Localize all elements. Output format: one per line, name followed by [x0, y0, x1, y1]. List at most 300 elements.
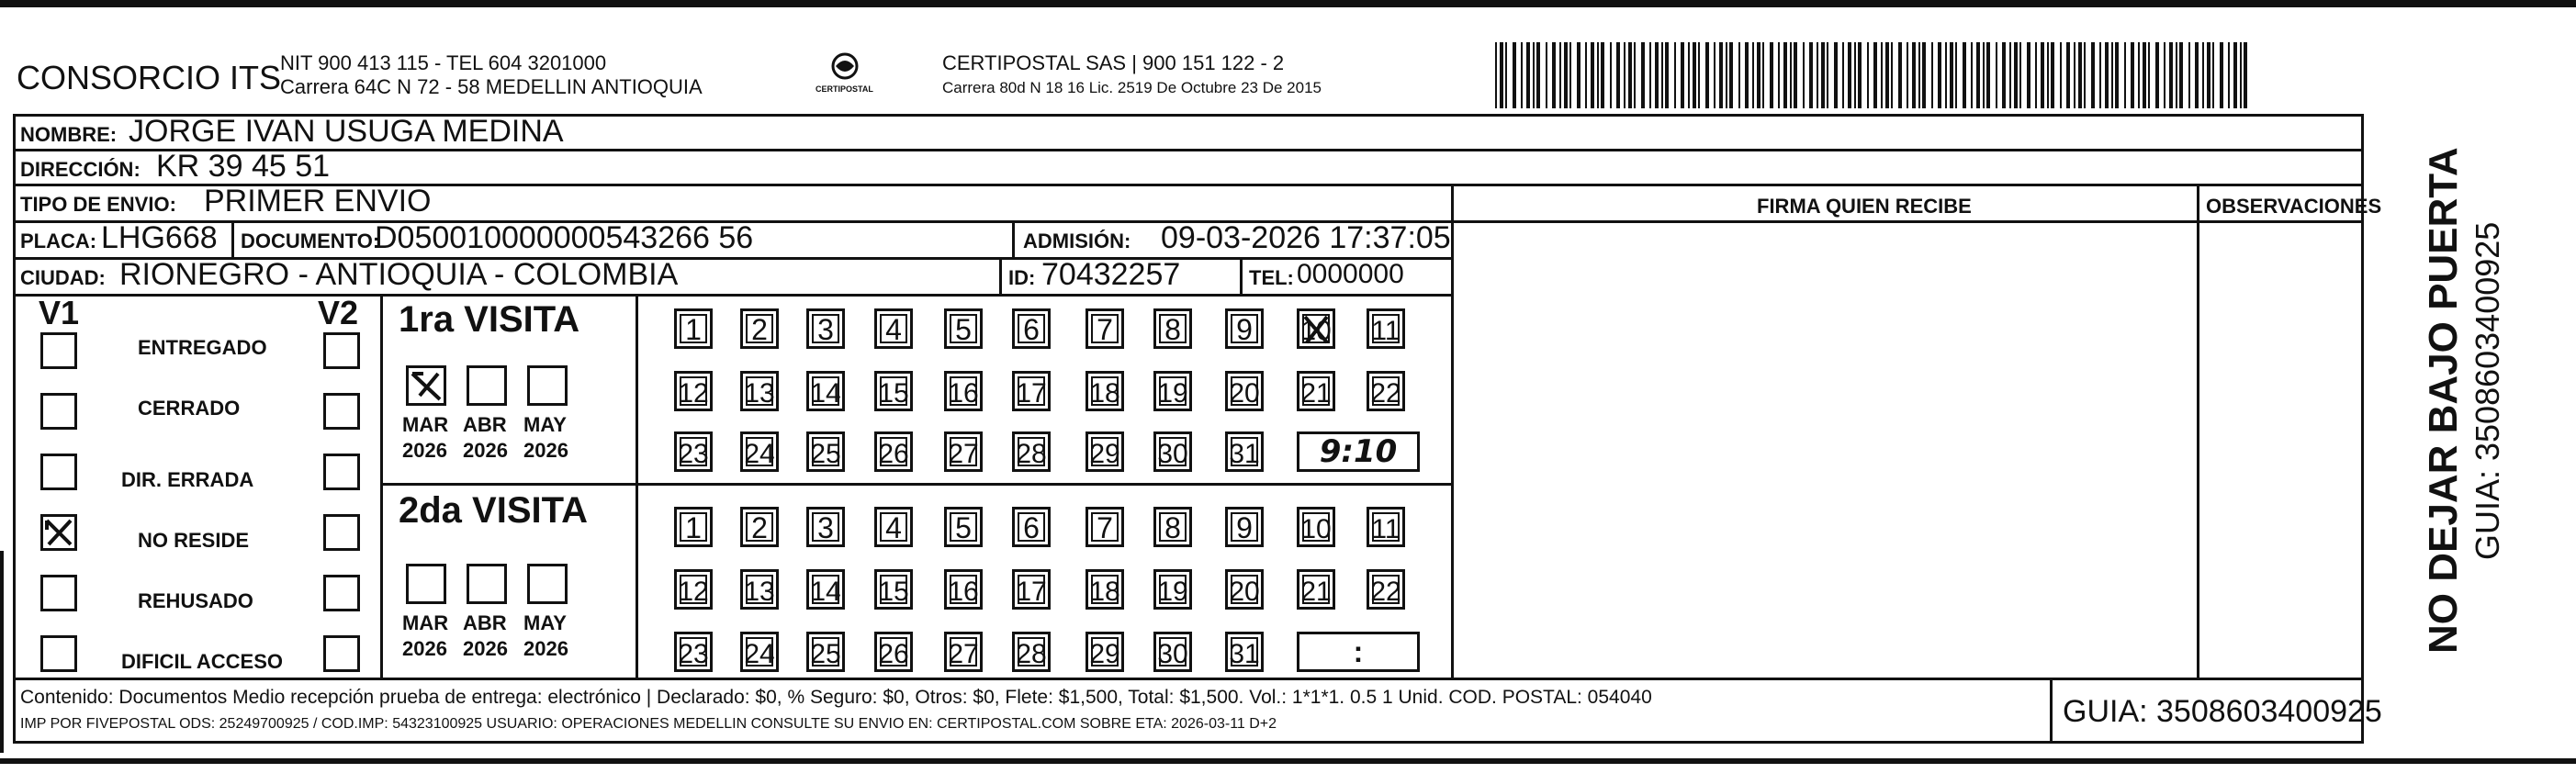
day-number: 26 [878, 639, 909, 669]
barcode-bar [1610, 42, 1612, 108]
day-number: 31 [1229, 639, 1260, 669]
checkmark-x-icon [43, 517, 74, 548]
day-box[interactable] [1153, 569, 1192, 610]
barcode-bar [1552, 42, 1556, 108]
day-box[interactable] [806, 632, 845, 672]
barcode-bar [1963, 42, 1966, 108]
day-box[interactable] [1153, 431, 1192, 472]
row-divider [13, 294, 1453, 297]
barcode-bar [1655, 42, 1659, 108]
day-number: 31 [1229, 439, 1260, 469]
barcode-bar [2066, 42, 2070, 108]
day-box[interactable] [944, 431, 983, 472]
visit-divider [382, 483, 1453, 486]
direccion-label: DIRECCIÓN: [20, 158, 141, 181]
day-number: 24 [744, 439, 775, 469]
v2-checkbox[interactable] [323, 454, 360, 490]
time-box[interactable] [1297, 632, 1420, 672]
day-number: 2 [751, 313, 768, 346]
barcode-bar [1569, 42, 1571, 108]
day-number: 16 [948, 378, 979, 409]
day-number: 7 [1097, 313, 1113, 346]
day-box[interactable] [1225, 632, 1264, 672]
day-box[interactable] [1012, 507, 1051, 547]
barcode-bar [1624, 42, 1625, 108]
barcode-bar [1938, 42, 1941, 108]
day-box[interactable] [1086, 507, 1124, 547]
tipo-value: PRIMER ENVIO [204, 184, 432, 218]
footer-guia: GUIA: 3508603400925 [2063, 694, 2382, 729]
barcode-bar [1681, 42, 1684, 108]
barcode-bar [1950, 42, 1953, 108]
id-label: ID: [1008, 266, 1036, 289]
v2-checkbox[interactable] [323, 575, 360, 611]
month-checkbox[interactable] [406, 365, 446, 406]
admision-value: 09-03-2026 17:37:05 [1161, 220, 1451, 255]
tel-value: 0000000 [1297, 259, 1404, 289]
barcode-bar [2099, 42, 2101, 108]
cell-divider [1012, 220, 1015, 257]
barcode-bar [1577, 42, 1580, 108]
ciudad-label: CIUDAD: [20, 266, 106, 289]
firma-header: FIRMA QUIEN RECIBE [1757, 195, 1972, 218]
day-number: 27 [948, 439, 979, 469]
barcode-bar [1500, 42, 1503, 108]
top-scan-edge [0, 0, 2576, 7]
day-box[interactable] [1367, 371, 1405, 411]
day-box[interactable] [944, 371, 983, 411]
barcode-bar [2047, 42, 2049, 108]
barcode-bar [1867, 42, 1869, 108]
day-number: 18 [1089, 378, 1120, 409]
day-box[interactable] [674, 308, 713, 349]
barcode-bar [1674, 42, 1676, 108]
v2-checkbox[interactable] [323, 514, 360, 551]
month-checkbox[interactable] [527, 365, 568, 406]
day-box[interactable] [1153, 371, 1192, 411]
day-box[interactable] [1086, 632, 1124, 672]
day-box[interactable] [674, 431, 713, 472]
barcode-bar [2188, 42, 2190, 108]
barcode-bar [1783, 42, 1787, 108]
day-box[interactable] [1225, 308, 1264, 349]
day-number: 8 [1164, 511, 1181, 544]
day-number: 12 [678, 378, 709, 409]
barcode-bar [2002, 42, 2006, 108]
barcode-bar [1665, 42, 1669, 108]
barcode-bar [1495, 42, 1497, 108]
day-box[interactable] [806, 507, 845, 547]
barcode-bar [1533, 42, 1535, 108]
day-box[interactable] [1012, 431, 1051, 472]
barcode-bar [1628, 42, 1632, 108]
barcode-bar [1770, 42, 1773, 108]
barcode-bar [2051, 42, 2054, 108]
day-box[interactable] [944, 308, 983, 349]
barcode-bar [2176, 42, 2177, 108]
barcode-bar [1996, 42, 1997, 108]
barcode-bar [2155, 42, 2159, 108]
day-number: 19 [1157, 577, 1188, 607]
day-number: 6 [1023, 511, 1040, 544]
day-number: 16 [948, 577, 979, 607]
month-checkbox[interactable] [467, 365, 507, 406]
time-value: : [1353, 635, 1364, 668]
barcode-bar [1762, 42, 1764, 108]
placa-label: PLACA: [20, 230, 97, 252]
barcode-bar [2009, 42, 2011, 108]
day-number: 10 [1300, 316, 1332, 346]
day-box[interactable] [740, 507, 779, 547]
day-number: 12 [678, 577, 709, 607]
barcode-bar [1591, 42, 1594, 108]
day-number: 21 [1300, 378, 1332, 409]
barcode-bar [2228, 42, 2230, 108]
nombre-value: JORGE IVAN USUGA MEDINA [129, 114, 564, 149]
left-scan-edge [0, 551, 4, 753]
day-number: 14 [810, 577, 841, 607]
day-number: 3 [817, 511, 834, 544]
day-box[interactable] [874, 431, 913, 472]
barcode-bar [2131, 42, 2134, 108]
barcode-bar [1585, 42, 1587, 108]
day-box[interactable] [1086, 431, 1124, 472]
day-number: 2 [751, 511, 768, 544]
day-number: 21 [1300, 577, 1332, 607]
day-number: 8 [1164, 313, 1181, 346]
day-number: 25 [810, 439, 841, 469]
day-number: 30 [1157, 639, 1188, 669]
year-label: 2026 [523, 439, 568, 462]
barcode-bar [1986, 42, 1990, 108]
barcode-bar [1546, 42, 1547, 108]
month-label: MAY [523, 413, 567, 436]
barcode-bar [1809, 42, 1813, 108]
day-box[interactable] [1153, 308, 1192, 349]
day-box[interactable] [806, 308, 845, 349]
day-box[interactable] [874, 569, 913, 610]
month-checkbox[interactable] [467, 564, 507, 604]
status-label: NO RESIDE [138, 529, 250, 552]
barcode-bar [1693, 42, 1696, 108]
day-number: 11 [1371, 514, 1400, 544]
footer-contenido: Contenido: Documentos Medio recepción prueba de entrega: electrónico | Declarado: $0, % Seguro: $0, Otros: $0, Flete: $1,500, Total: $1,500. Vol.: 1*1*1. 0.5 1 Unid. COD. POSTAL: 054040 [20, 687, 1652, 708]
barcode-bar [2179, 42, 2183, 108]
v1-label: V1 [39, 294, 80, 331]
day-number: 14 [810, 378, 841, 409]
v2-label: V2 [318, 294, 359, 331]
admision-label: ADMISIÓN: [1023, 230, 1131, 252]
day-number: 29 [1089, 439, 1120, 469]
day-number: 28 [1016, 639, 1047, 669]
day-box[interactable] [1225, 431, 1264, 472]
barcode-bar [1907, 42, 1908, 108]
barcode-bar [1729, 42, 1733, 108]
month-checkbox[interactable] [527, 564, 568, 604]
day-number: 5 [955, 313, 972, 346]
v1-checkbox[interactable] [40, 332, 77, 369]
barcode-bar [1698, 42, 1700, 108]
day-box[interactable] [1297, 507, 1335, 547]
barcode-bar [1616, 42, 1620, 108]
barcode-bar [1898, 42, 1902, 108]
month-checkbox[interactable] [406, 564, 446, 604]
cell-divider [999, 257, 1002, 294]
barcode-bar [1778, 42, 1780, 108]
status-divider [380, 294, 383, 678]
barcode-bar [1817, 42, 1818, 108]
barcode-bar [1918, 42, 1920, 108]
day-box[interactable] [740, 569, 779, 610]
day-number: 3 [817, 313, 834, 346]
day-box[interactable] [674, 371, 713, 411]
barcode-bar [1688, 42, 1690, 108]
license-line: Carrera 80d N 18 16 Lic. 2519 De Octubre 23 De 2015 [942, 79, 1322, 96]
barcode-bar [1705, 42, 1709, 108]
barcode-bar [1726, 42, 1727, 108]
side-guia: GUIA: 3508603400925 [2469, 221, 2506, 560]
barcode-bar [1790, 42, 1792, 108]
day-number: 17 [1016, 378, 1047, 409]
day-number: 25 [810, 639, 841, 669]
day-number: 15 [878, 577, 909, 607]
barcode-bar [1891, 42, 1893, 108]
barcode-bar [1983, 42, 1985, 108]
barcode-bar [2060, 42, 2062, 108]
id-value: 70432257 [1041, 257, 1181, 292]
day-box[interactable] [1012, 632, 1051, 672]
day-number: 20 [1229, 577, 1260, 607]
day-box[interactable] [1012, 308, 1051, 349]
documento-value: D050010000000543266 56 [375, 220, 754, 255]
day-box[interactable] [806, 431, 845, 472]
nombre-label: NOMBRE: [20, 123, 118, 146]
barcode-bar [1976, 42, 1980, 108]
day-box[interactable] [740, 632, 779, 672]
day-number: 1 [685, 313, 702, 346]
month-label: MAY [523, 611, 567, 634]
day-box[interactable] [874, 507, 913, 547]
ciudad-value: RIONEGRO - ANTIOQUIA - COLOMBIA [119, 257, 679, 292]
barcode-bar [2207, 42, 2210, 108]
barcode-bar [2164, 42, 2165, 108]
barcode-bar [1858, 42, 1862, 108]
barcode-bar [1505, 42, 1507, 108]
day-box[interactable] [1153, 507, 1192, 547]
barcode-bar [2105, 42, 2109, 108]
v1-checkbox[interactable] [40, 635, 77, 672]
day-box[interactable] [674, 569, 713, 610]
barcode-bar [2035, 42, 2037, 108]
day-box[interactable] [944, 569, 983, 610]
logo-text: CERTIPOSTAL [816, 84, 873, 94]
day-number: 20 [1229, 378, 1260, 409]
day-number: 15 [878, 378, 909, 409]
barcode-bar [1526, 42, 1530, 108]
observaciones-header: OBSERVACIONES [2206, 195, 2382, 218]
day-number: 26 [878, 439, 909, 469]
day-number: 10 [1300, 514, 1332, 544]
barcode-bar [2084, 42, 2086, 108]
barcode-bar [1834, 42, 1838, 108]
day-box[interactable] [740, 308, 779, 349]
day-box[interactable] [1225, 507, 1264, 547]
day-number: 17 [1016, 577, 1047, 607]
barcode-bar [1661, 42, 1663, 108]
barcode-bar [2111, 42, 2113, 108]
day-number: 18 [1089, 577, 1120, 607]
nit-line: NIT 900 413 115 - TEL 604 3201000 [280, 51, 607, 74]
day-number: 28 [1016, 439, 1047, 469]
year-label: 2026 [402, 637, 447, 660]
v2-checkbox[interactable] [323, 393, 360, 430]
day-box[interactable] [1367, 308, 1405, 349]
barcode-bar [2202, 42, 2204, 108]
barcode-bar [1752, 42, 1754, 108]
day-number: 30 [1157, 439, 1188, 469]
cell-divider [1240, 257, 1243, 294]
day-box[interactable] [674, 507, 713, 547]
day-box[interactable] [944, 632, 983, 672]
day-number: 27 [948, 639, 979, 669]
day-number: 13 [744, 577, 775, 607]
barcode-bar [1597, 42, 1599, 108]
barcode-bar [2138, 42, 2140, 108]
day-box[interactable] [1297, 569, 1335, 610]
barcode-bar [2244, 42, 2247, 108]
barcode-bar [2041, 42, 2044, 108]
v1-checkbox[interactable] [40, 575, 77, 611]
barcode-bar [1848, 42, 1851, 108]
day-box[interactable] [1086, 308, 1124, 349]
day-box[interactable] [1225, 569, 1264, 610]
day-box[interactable] [1012, 371, 1051, 411]
barcode-bar [2019, 42, 2021, 108]
day-box[interactable] [674, 632, 713, 672]
day-box[interactable] [1012, 569, 1051, 610]
barcode-bar [2078, 42, 2082, 108]
day-box[interactable] [1086, 569, 1124, 610]
month-label: MAR [402, 413, 449, 436]
time-box[interactable] [1297, 431, 1420, 472]
v1-checkbox[interactable] [40, 393, 77, 430]
direccion-value: KR 39 45 51 [156, 149, 331, 184]
day-number: 29 [1089, 639, 1120, 669]
barcode [1495, 42, 2248, 108]
year-label: 2026 [523, 637, 568, 660]
day-number: 23 [678, 439, 709, 469]
v2-checkbox[interactable] [323, 332, 360, 369]
day-box[interactable] [944, 507, 983, 547]
barcode-bar [1634, 42, 1636, 108]
day-number: 22 [1370, 577, 1401, 607]
day-number: 19 [1157, 378, 1188, 409]
barcode-bar [1536, 42, 1540, 108]
placa-value: LHG668 [101, 220, 218, 255]
barcode-bar [2115, 42, 2119, 108]
barcode-bar [1912, 42, 1916, 108]
barcode-bar [1842, 42, 1844, 108]
bottom-scan-edge [0, 758, 2576, 764]
day-box[interactable] [874, 371, 913, 411]
status-label: DIFICIL ACCESO [121, 650, 284, 673]
day-number: 4 [885, 313, 902, 346]
v1-checkbox[interactable] [40, 454, 77, 490]
barcode-bar [1738, 42, 1740, 108]
visit-month-divider [636, 294, 638, 678]
barcode-bar [1521, 42, 1523, 108]
barcode-bar [2220, 42, 2223, 108]
day-box[interactable] [1367, 569, 1405, 610]
day-box[interactable] [1297, 371, 1335, 411]
footer-imp: IMP POR FIVEPOSTAL ODS: 25249700925 / COD.IMP: 54323100925 USUARIO: OPERACIONES MEDELLIN CONSULTE SU ENVIO EN: CERTIPOSTAL.COM SOBRE ETA: 2026-03-11 D+2 [20, 716, 1277, 732]
barcode-bar [2148, 42, 2150, 108]
day-box[interactable] [1297, 308, 1335, 349]
barcode-bar [1719, 42, 1723, 108]
barcode-bar [2240, 42, 2242, 108]
day-number: 11 [1371, 316, 1400, 346]
barcode-bar [1794, 42, 1797, 108]
barcode-bar [1601, 42, 1604, 108]
barcode-bar [1945, 42, 1947, 108]
month-label: MAR [402, 611, 449, 634]
company-address: Carrera 64C N 72 - 58 MEDELLIN ANTIOQUIA [280, 75, 703, 98]
day-box[interactable] [740, 371, 779, 411]
cell-divider [231, 220, 234, 257]
day-box[interactable] [874, 632, 913, 672]
v1-checkbox[interactable] [40, 514, 77, 551]
day-number: 22 [1370, 378, 1401, 409]
footer-divider [13, 678, 2364, 680]
day-box[interactable] [1153, 632, 1192, 672]
day-box[interactable] [1225, 371, 1264, 411]
certipostal-logo-icon [808, 48, 882, 103]
barcode-bar [2169, 42, 2173, 108]
barcode-bar [1885, 42, 1889, 108]
day-number: 9 [1236, 313, 1253, 346]
barcode-bar [1649, 42, 1651, 108]
day-box[interactable] [1367, 507, 1405, 547]
day-number: 6 [1023, 313, 1040, 346]
day-number: 23 [678, 639, 709, 669]
barcode-bar [1803, 42, 1805, 108]
day-box[interactable] [806, 371, 845, 411]
barcode-bar [1971, 42, 1973, 108]
certipostal-line: CERTIPOSTAL SAS | 900 151 122 - 2 [942, 51, 1285, 74]
barcode-bar [2014, 42, 2018, 108]
barcode-bar [2195, 42, 2199, 108]
barcode-bar [2233, 42, 2237, 108]
day-box[interactable] [806, 569, 845, 610]
day-box[interactable] [740, 431, 779, 472]
barcode-bar [1641, 42, 1645, 108]
barcode-bar [1564, 42, 1568, 108]
barcode-bar [2124, 42, 2126, 108]
barcode-bar [1827, 42, 1828, 108]
day-box[interactable] [1086, 371, 1124, 411]
tipo-label: TIPO DE ENVIO: [20, 193, 176, 216]
month-label: ABR [463, 611, 507, 634]
day-box[interactable] [874, 308, 913, 349]
barcode-bar [1559, 42, 1561, 108]
barcode-bar [1757, 42, 1760, 108]
year-label: 2026 [463, 439, 508, 462]
barcode-bar [1821, 42, 1825, 108]
documento-label: DOCUMENTO: [241, 230, 380, 252]
v2-checkbox[interactable] [323, 635, 360, 672]
year-label: 2026 [463, 637, 508, 660]
guia-divider [2050, 678, 2053, 744]
